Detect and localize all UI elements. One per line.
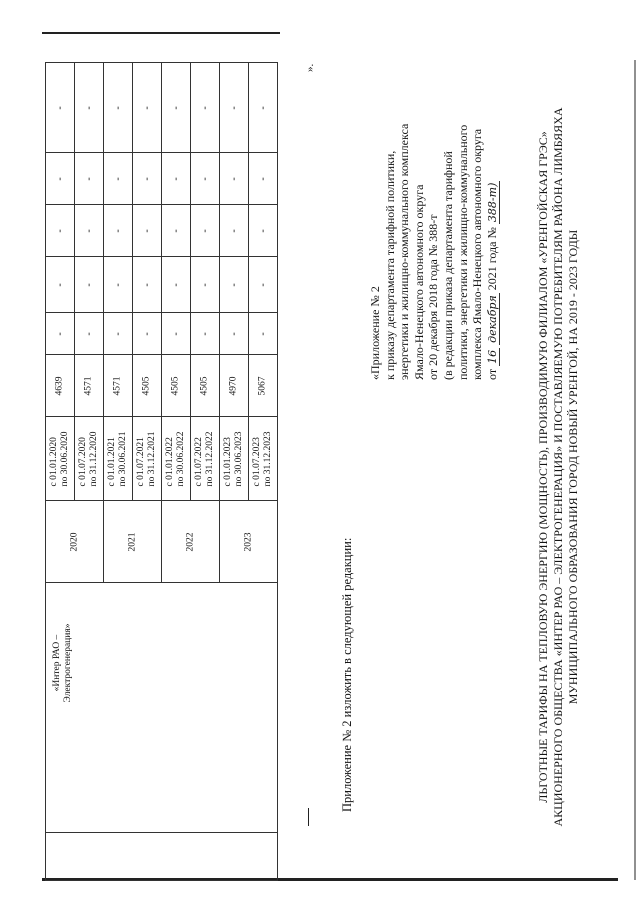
value-col6-cell: - (46, 63, 75, 153)
value-col4-cell: - (104, 205, 133, 257)
value-col5-cell: - (104, 153, 133, 205)
handwritten-month: декабря (485, 295, 499, 343)
appendix-header: «Приложение № 2 к приказу департамента тарифной политики, энергетики и жилищно-коммунального комплекса Ямало-Ненецкого автономного округа от 20 декабря 2018 года № 388-т (в редакции приказа департамента тарифной политики, энергетики и жилищно-коммунального комплекса Ямало-Ненецкого автономного округа от 16 декабря 2021 года № 388-т) (368, 123, 499, 380)
value-col2-cell: - (46, 313, 75, 355)
value-col3-cell: - (249, 257, 278, 313)
tariff-value-cell: 4505 (162, 355, 191, 417)
value-col5-cell: - (133, 153, 162, 205)
tariff-value-cell: 4639 (46, 355, 75, 417)
value-col5-cell: - (249, 153, 278, 205)
value-col6-cell: - (220, 63, 249, 153)
value-col2-cell: - (104, 313, 133, 355)
value-col3-cell: - (191, 257, 220, 313)
value-col4-cell: - (220, 205, 249, 257)
value-col3-cell: - (104, 257, 133, 313)
handwritten-day: 16 (485, 349, 499, 364)
tariff-table (45, 62, 278, 881)
period-cell: с 01.01.2021 по 30.06.2021 (104, 417, 133, 501)
value-col2-cell: - (220, 313, 249, 355)
document-title: ЛЬГОТНЫЕ ТАРИФЫ НА ТЕПЛОВУЮ ЭНЕРГИЮ (МОЩНОСТЬ), ПРОИЗВОДИМУЮ ФИЛИАЛОМ «УРЕНГОЙСКАЯ ГРЭС» АКЦИОНЕРНОГО ОБЩЕСТВА «ИНТЕР РАО – ЭЛЕКТРОГЕНЕРАЦИЯ» И ПОСТАВЛЯЕМУЮ ПОТРЕБИТЕЛЯМ РАЙОНА ЛИМБЯЯХА МУНИЦИПАЛЬНОГО ОБРАЗОВАНИЯ ГОРОД НОВЫЙ УРЕНГОЙ, НА 2019 - 2023 ГОДЫ (536, 107, 581, 827)
organization-cell (46, 583, 278, 833)
blank-cell (46, 833, 278, 881)
period-cell: с 01.07.2023 по 31.12.2023 (249, 417, 278, 501)
value-col5-cell: - (75, 153, 104, 205)
value-col4-cell: - (191, 205, 220, 257)
tariff-value-cell: 4970 (220, 355, 249, 417)
value-col4-cell: - (75, 205, 104, 257)
scan-mark (308, 808, 309, 826)
period-cell: с 01.01.2022 по 30.06.2022 (162, 417, 191, 501)
value-col4-cell: - (46, 205, 75, 257)
value-col6-cell: - (191, 63, 220, 153)
value-col3-cell: - (133, 257, 162, 313)
scan-right-edge (634, 60, 636, 880)
value-col5-cell: - (162, 153, 191, 205)
year-cell: 2022 (162, 501, 220, 583)
tariff-value-cell: 4505 (191, 355, 220, 417)
tariff-value-cell: 5067 (249, 355, 278, 417)
value-col5-cell: - (220, 153, 249, 205)
period-cell: с 01.07.2020 по 31.12.2020 (75, 417, 104, 501)
tariff-value-cell: 4571 (75, 355, 104, 417)
value-col2-cell: - (75, 313, 104, 355)
value-col2-cell: - (133, 313, 162, 355)
value-col2-cell: - (191, 313, 220, 355)
period-cell: с 01.07.2022 по 31.12.2022 (191, 417, 220, 501)
year-cell: 2021 (104, 501, 162, 583)
period-cell: с 01.01.2023 по 30.06.2023 (220, 417, 249, 501)
value-col6-cell: - (162, 63, 191, 153)
tariff-value-cell: 4571 (104, 355, 133, 417)
value-col6-cell: - (133, 63, 162, 153)
value-col2-cell: - (249, 313, 278, 355)
value-col6-cell: - (104, 63, 133, 153)
handwritten-number: 388-т) (485, 182, 499, 223)
closing-quote: ». (304, 63, 316, 72)
value-col5-cell: - (46, 153, 75, 205)
value-col6-cell: - (249, 63, 278, 153)
period-cell: с 01.01.2020 по 30.06.2020 (46, 417, 75, 501)
tariff-value-cell: 4505 (133, 355, 162, 417)
value-col3-cell: - (220, 257, 249, 313)
value-col3-cell: - (75, 257, 104, 313)
value-col3-cell: - (46, 257, 75, 313)
value-col4-cell: - (249, 205, 278, 257)
year-cell: 2020 (46, 501, 104, 583)
value-col6-cell: - (75, 63, 104, 153)
value-col5-cell: - (191, 153, 220, 205)
period-cell: с 01.07.2021 по 31.12.2021 (133, 417, 162, 501)
value-col4-cell: - (133, 205, 162, 257)
value-col4-cell: - (162, 205, 191, 257)
intro-text: Приложение № 2 изложить в следующей редакции: (340, 537, 354, 812)
value-col2-cell: - (162, 313, 191, 355)
organization-name: «Интер РАО – Электрогенерация» (52, 623, 73, 703)
year-cell: 2023 (220, 501, 278, 583)
value-col3-cell: - (162, 257, 191, 313)
scan-top-rule (42, 32, 280, 34)
